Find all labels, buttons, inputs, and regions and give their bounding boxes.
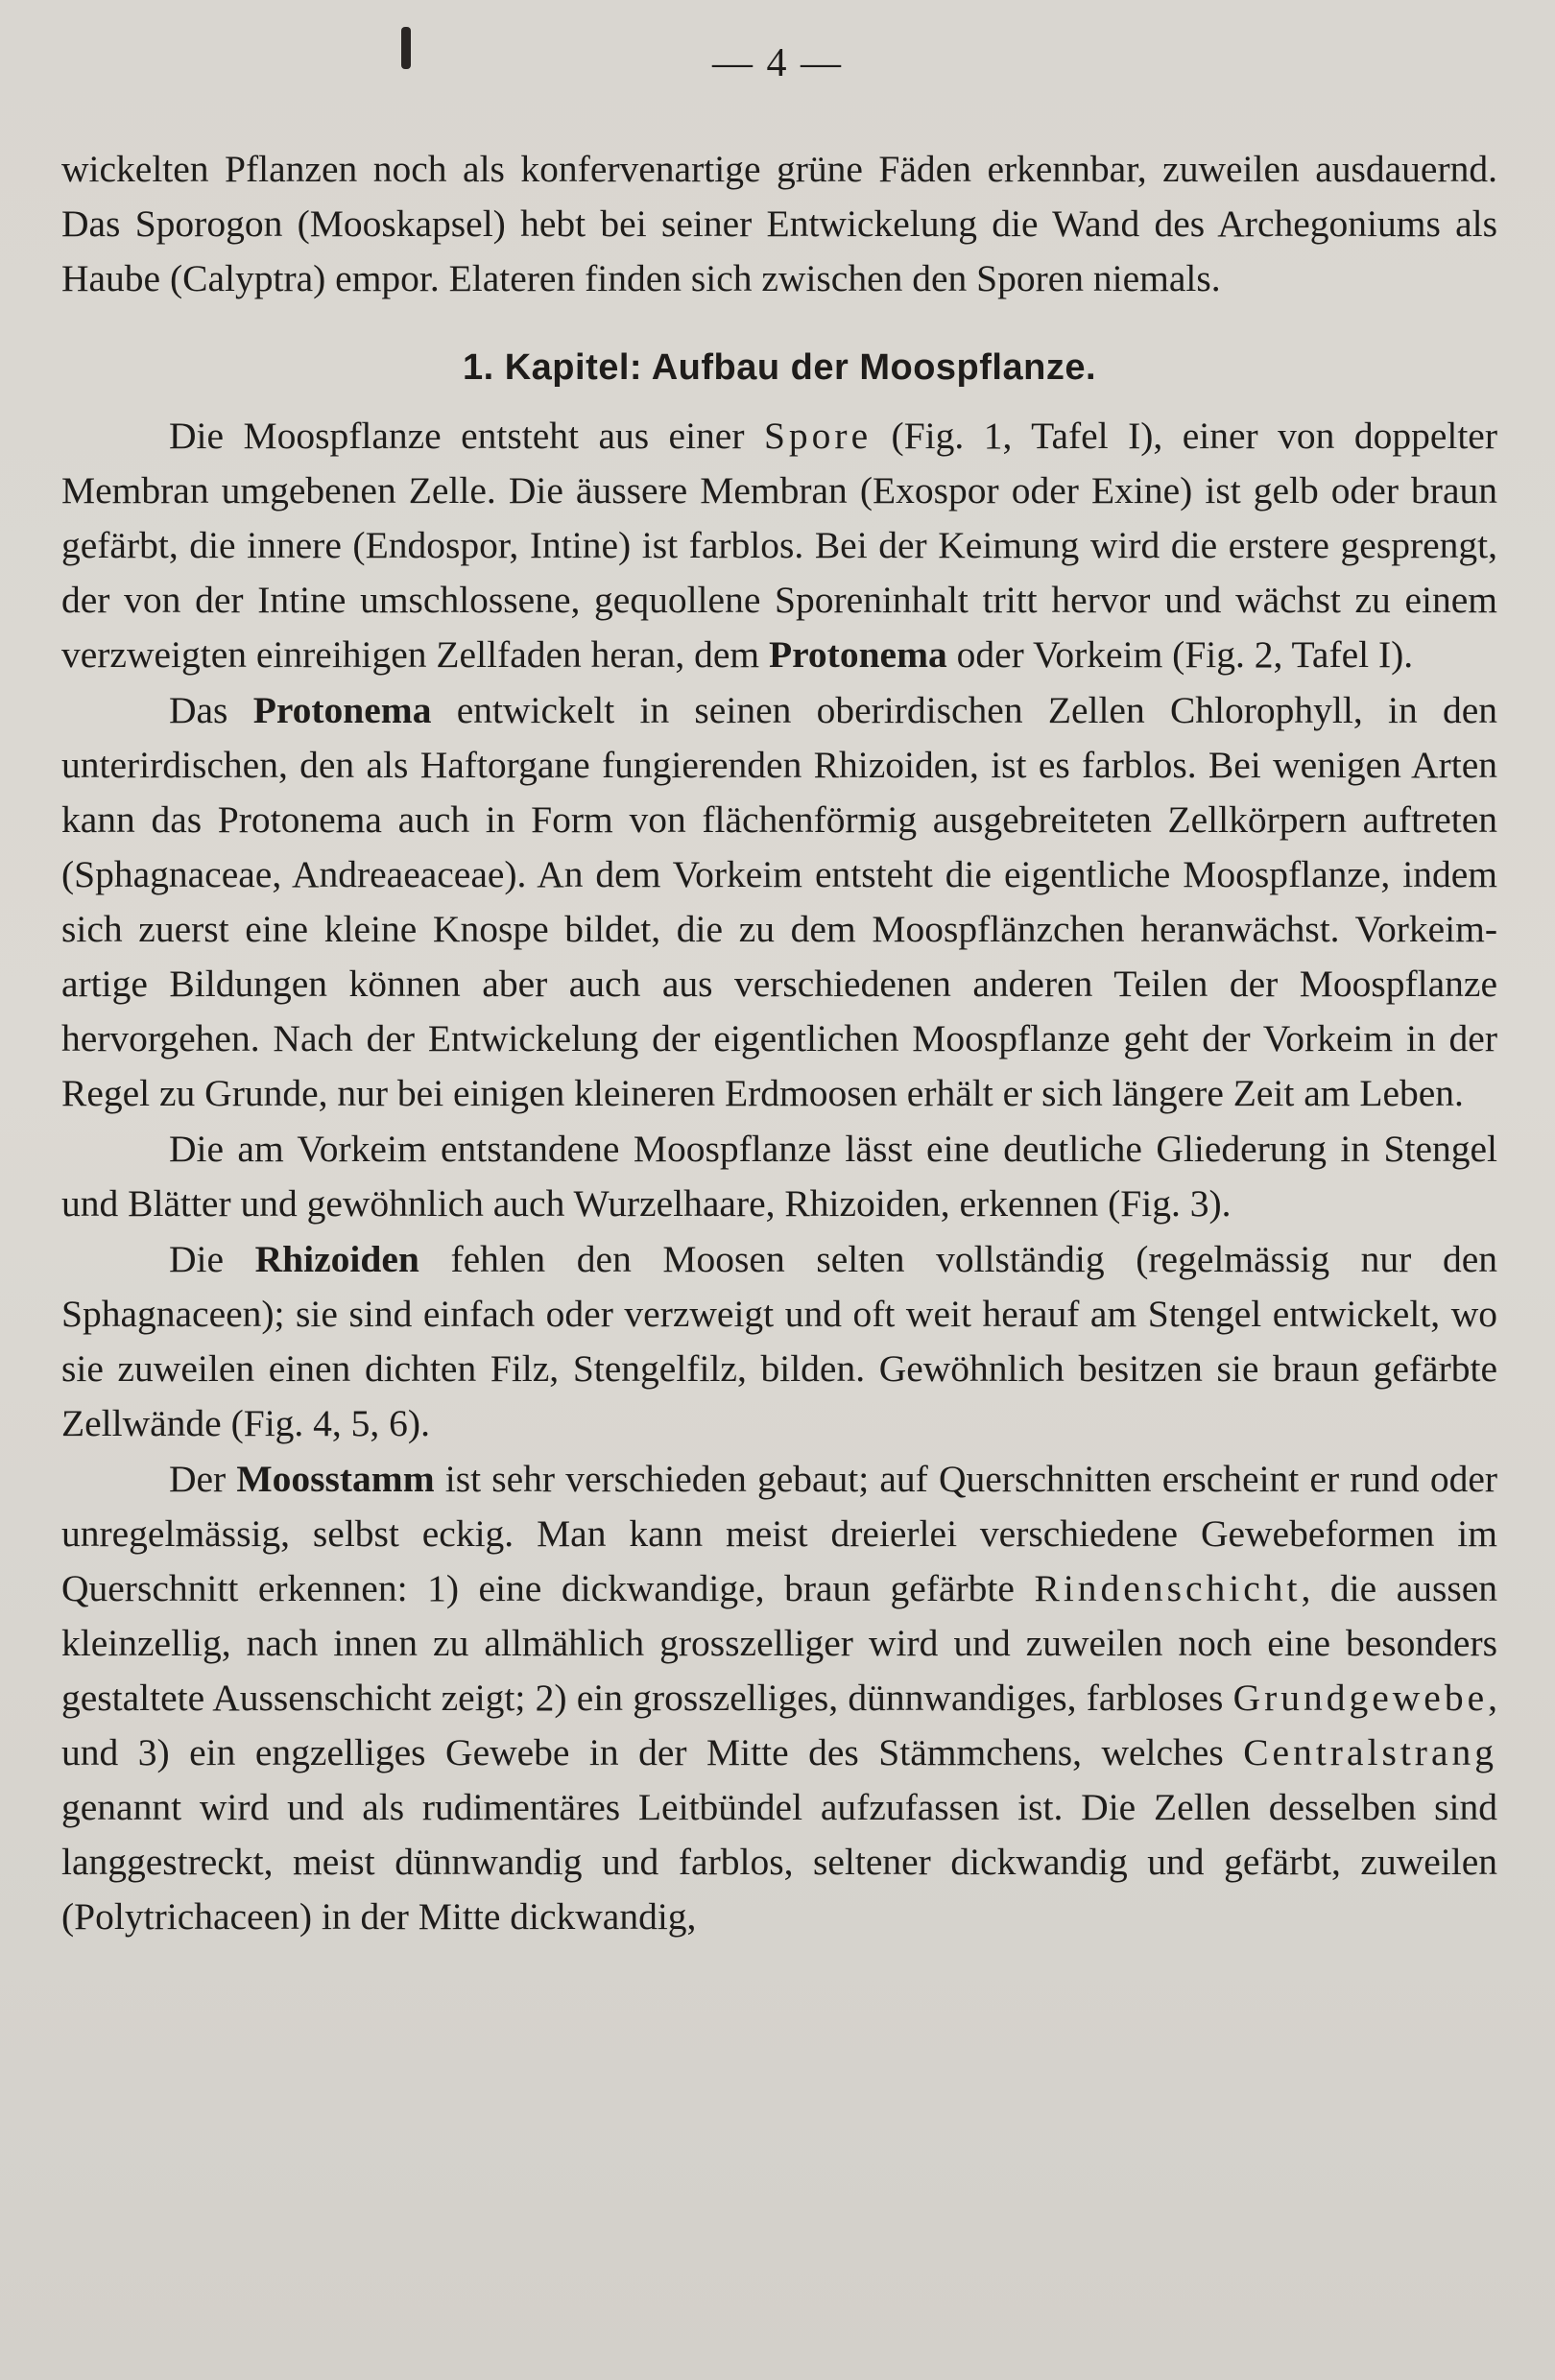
text-run: genannt wird und als rudimentäres Leitbündel aufzufassen ist. Die Zellen desselben sind langgestreckt, meist dünnwandig und farblos, seltener dickwandig und gefärbt, zuweilen (Polytrichaceen) in der Mitte dickwandig,: [61, 1786, 1497, 1938]
spaced-term-spore: Spore: [763, 415, 873, 457]
paragraph-spore: [61, 409, 1497, 682]
bold-term-moosstamm: Moosstamm: [236, 1458, 435, 1500]
text-run: Der: [169, 1458, 237, 1500]
text-run: , und 3) ein engzelliges Gewebe in der Mitte des Stämmchens, welches: [61, 1677, 1497, 1773]
text-run: fehlen den Moosen selten vollständig (regelmässig nur den Sphagnaceen); sie sind einfach oder verzweigt und oft weit herauf am Stengel entwickelt, wo sie zuweilen einen dichten Filz, Stengelfilz, bilden. Gewöhnlich besitzen sie braun gefärbte Zellwände (Fig. 4, 5, 6).: [61, 1238, 1497, 1444]
page-number: — 4 —: [712, 41, 843, 85]
page-body: [61, 142, 1497, 1944]
text-run: Die: [169, 1238, 255, 1280]
bold-term-protonema: Protonema: [252, 689, 432, 731]
paragraph-gliederung: Die am Vorkeim entstandene Moospflanze lässt eine deutliche Gliederung in Stengel und Blätter und gewöhnlich auch Wurzelhaare, Rhizoiden, erkennen (Fig. 3).: [61, 1128, 1497, 1225]
spaced-term-centralstrang: Centralstrang: [1243, 1731, 1497, 1773]
paragraph-protonema: [61, 683, 1497, 1121]
text-run: entwickelt in seinen oberirdischen Zellen Chlorophyll, in den unterirdischen, den als Haftorgane fungierenden Rhizoiden, ist es farblos. Bei wenigen Arten kann das Protonema auch in Form von flächenförmig ausgebreiteten Zellkörpern auftreten (Sphagnaceae, Andreaeaceae). An dem Vorkeim entsteht die eigentliche Moospflanze, indem sich zuerst eine kleine Knospe bildet, die zu dem Moospflänzchen heranwächst. Vorkeimartige Bildungen können aber auch aus verschiedenen anderen Teilen der Moospflanze hervorgehen. Nach der Entwickelung der eigentlichen Moospflanze geht der Vorkeim in der Regel zu Grunde, nur bei einigen kleineren Erdmoosen erhält er sich längere Zeit am Leben.: [61, 689, 1497, 1114]
paragraph-rhizoiden: [61, 1232, 1497, 1451]
text-run: Das: [169, 689, 253, 731]
intro-paragraph: wickelten Pflanzen noch als konfervenartige grüne Fäden erkennbar, zuweilen ausdauernd. Das Sporogon (Mooskapsel) hebt bei seiner Entwickelung die Wand des Archegoniums als Haube (Calyptra) empor. Elateren finden sich zwischen den Sporen niemals.: [61, 148, 1497, 299]
bold-term-protonema: Protonema: [768, 633, 947, 676]
spaced-term-rindenschicht: Rindenschicht: [1034, 1567, 1302, 1609]
text-run: (Fig. 1, Tafel I), einer von doppelter Membran umgebenen Zelle. Die äussere Membran (Exospor oder Exine) ist gelb oder braun gefärbt, die innere (Endospor, Intine) ist farblos. Bei der Keimung wird die erstere gesprengt, der von der Intine umschlossene, gequollene Sporeninhalt tritt hervor und wächst zu einem verzweigten einreihigen Zellfaden heran, dem: [61, 415, 1497, 676]
paragraph-moosstamm: [61, 1452, 1497, 1944]
text-run: Die Moospflanze entsteht aus einer: [169, 415, 764, 457]
text-run: ist sehr verschieden gebaut; auf Querschnitten erscheint er rund oder unregelmässig, selbst eckig. Man kann meist dreierlei verschiedene Gewebeformen im Querschnitt erkennen: 1) eine dickwandige, braun gefärbte: [61, 1458, 1498, 1609]
text-run: oder Vorkeim (Fig. 2, Tafel I).: [946, 633, 1414, 676]
spaced-term-grundgewebe: Grundgewebe: [1232, 1677, 1489, 1719]
bold-term-rhizoiden: Rhizoiden: [254, 1238, 419, 1280]
text-run: , die aussen kleinzellig, nach innen zu allmählich grosszelliger wird und zuweilen noch eine besonders gestaltete Aussenschicht zeigt; 2) ein grosszelliges, dünnwandiges, farbloses: [61, 1567, 1497, 1719]
chapter-title: 1. Kapitel: Aufbau der Moospflanze.: [462, 347, 1097, 388]
